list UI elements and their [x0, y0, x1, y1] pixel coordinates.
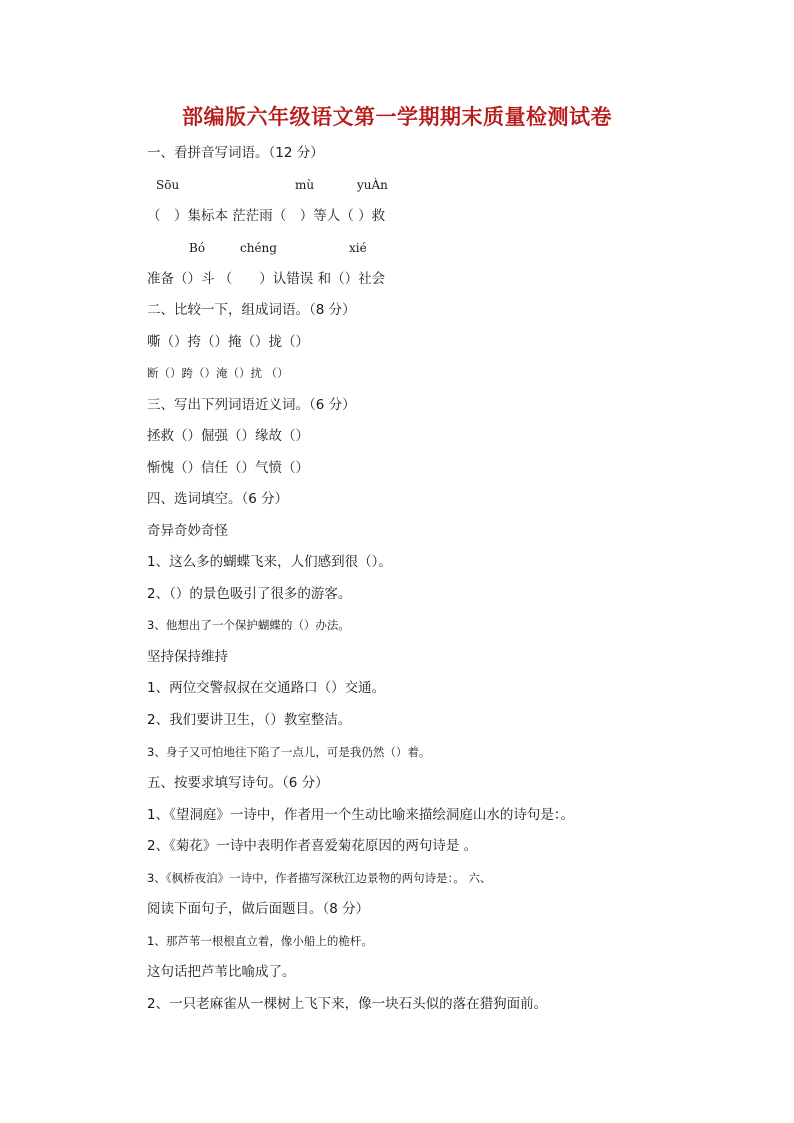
section6-heading: 阅读下面句子，做后面题目。（8 分）	[147, 901, 370, 917]
section6-item1-answer: 这句话把芦苇比喻成了。	[147, 964, 296, 980]
section6-item2: 2、一只老麻雀从一棵树上飞下来，像一块石头似的落在猎狗面前。	[147, 996, 548, 1012]
pinyin-sou: Sōu	[156, 178, 180, 192]
section4-group2-item3: 3、身子又可怕地往下陷了一点儿，可是我仍然（）着。	[147, 745, 431, 759]
section4-group1-words: 奇异奇妙奇怪	[147, 523, 228, 539]
section4-group1-item3: 3、他想出了一个保护蝴蝶的（）办法。	[147, 618, 350, 632]
pinyin-xie: xié	[349, 241, 367, 255]
section6-item1: 1、那芦苇一根根直立着，像小船上的桅杆。	[147, 934, 373, 948]
section5-item1: 1、《望洞庭》一诗中，作者用一个生动比喻来描绘洞庭山水的诗句是：。	[147, 807, 575, 823]
exam-title: 部编版六年级语文第一学期期末质量检测试卷	[182, 104, 612, 129]
section3-row2: 惭愧（）信任（）气愤（）	[147, 460, 309, 476]
pinyin-bo: Bó	[189, 241, 206, 255]
section5-item2: 2、《菊花》一诗中表明作者喜爱菊花原因的两句诗是 。	[147, 838, 478, 854]
section2-row2: 断（）跨（）淹（）扰 （）	[147, 366, 289, 380]
section2-heading: 二、比较一下，组成词语。（8 分）	[147, 302, 356, 318]
section5-item3: 3、《枫桥夜泊》一诗中，作者描写深秋江边景物的两句诗是：。 六、	[147, 871, 492, 885]
section1-words-row2: 准备（）斗 （ ）认错误 和（）社会	[147, 271, 386, 287]
section2-row1: 嘶（）挎（）掩（）拢（）	[147, 334, 309, 350]
section1-words-row1: （ ）集标本 茫茫雨（ ）等人（ ）救	[147, 208, 386, 224]
section4-group2-item1: 1、两位交警叔叔在交通路口（）交通。	[147, 680, 386, 696]
pinyin-cheng: chéng	[240, 241, 277, 255]
section5-heading: 五、按要求填写诗句。（6 分）	[147, 775, 329, 791]
pinyin-mu: mù	[295, 178, 315, 192]
section4-group2-words: 坚持保持维持	[147, 649, 228, 665]
section3-row1: 拯救（）倔强（）缘故（）	[147, 428, 309, 444]
section3-heading: 三、写出下列词语近义词。（6 分）	[147, 397, 356, 413]
section4-group1-item1: 1、这么多的蝴蝶飞来，人们感到很（）。	[147, 554, 392, 570]
section4-heading: 四、选词填空。（6 分）	[147, 491, 289, 507]
section1-heading: 一、看拼音写词语。（12 分）	[147, 145, 324, 161]
section4-group1-item2: 2、（）的景色吸引了很多的游客。	[147, 586, 352, 602]
section4-group2-item2: 2、我们要讲卫生，（）教室整洁。	[147, 712, 352, 728]
pinyin-yuan: yuÀn	[357, 178, 388, 192]
